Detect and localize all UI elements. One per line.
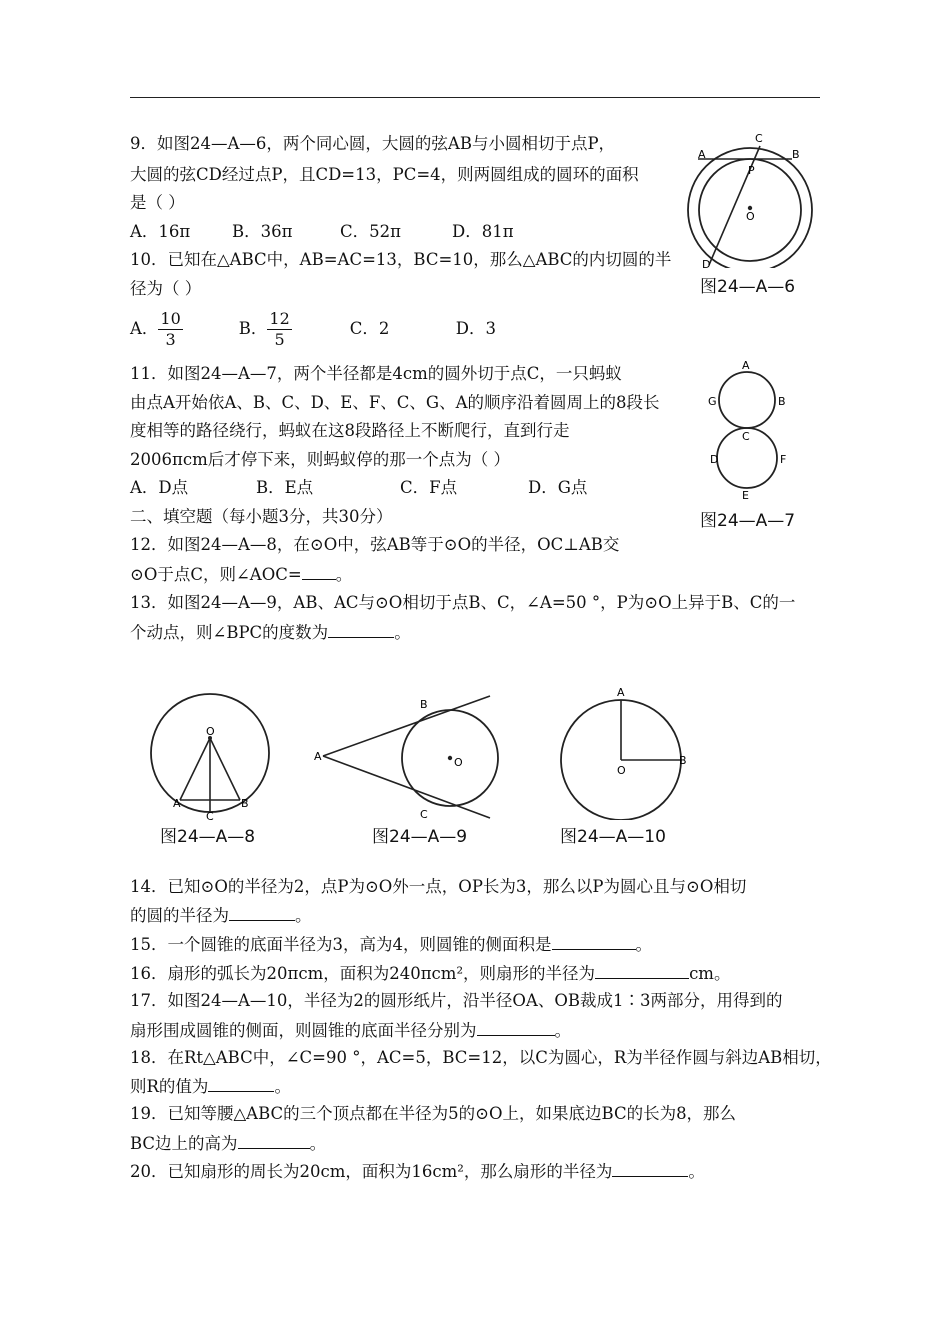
q9-options xyxy=(130,221,514,243)
q18-line1: 18．在Rt△ABC中，∠C=90 °，AC=5，BC=12，以C为圆心，R为半径作圆与斜边AB相切， xyxy=(130,1048,832,1067)
q15-end: 。 xyxy=(635,935,652,954)
q11-line2: 由点A开始依A、B、C、D、E、F、C、G、A的顺序沿着圆周上的8段长 xyxy=(130,393,660,412)
q19-answer-blank[interactable] xyxy=(238,1132,310,1149)
q10-line1: 10．已知在△ABC中，AB=AC=13，BC=10，那么△ABC的内切圆的半 xyxy=(130,250,672,269)
fig8-radius-oa xyxy=(180,738,210,800)
q14-line2-end: 。 xyxy=(295,906,312,925)
q16-line xyxy=(130,962,730,985)
fig6-label-a: A xyxy=(698,148,706,161)
fig9-label-c: C xyxy=(420,808,428,821)
q18-line2-text: 则R的值为 xyxy=(130,1077,209,1096)
fig6-caption: 图24—A—6 xyxy=(700,277,796,297)
q17-line2-text: 扇形围成圆锥的侧面，则圆锥的底面半径分别为 xyxy=(130,1021,477,1040)
q10-line2: 径为（ ） xyxy=(130,279,202,298)
q10-option-a-fraction xyxy=(158,309,182,350)
q10-option-b-label: B． xyxy=(238,319,268,338)
fig8-caption: 图24—A—8 xyxy=(160,827,256,847)
fig7-label-d: D xyxy=(710,453,719,466)
q11-options xyxy=(130,477,587,499)
q19-line2-text: BC边上的高为 xyxy=(130,1134,238,1153)
fig7-label-f: F xyxy=(780,453,787,466)
q10-option-d: D．3 xyxy=(455,319,497,338)
fig7-label-a: A xyxy=(742,359,750,372)
q13-line2-end: 。 xyxy=(394,623,411,642)
q10-option-b-fraction xyxy=(267,309,291,350)
q9-line1: 9．如图24—A—6，两个同心圆，大圆的弦AB与小圆相切于点P， xyxy=(130,134,616,153)
figure-24-a-7 xyxy=(700,356,800,502)
q12-line2-text: ⊙O于点C，则∠AOC= xyxy=(130,565,302,584)
q12-line2 xyxy=(130,563,352,586)
q11-option-c: C．F点 xyxy=(400,478,458,497)
fig7-label-g: G xyxy=(708,395,717,408)
fig8-label-o: O xyxy=(206,725,215,738)
fig10-label-b: B xyxy=(679,754,687,767)
section-2-heading: 二、填空题（每小题3分，共30分） xyxy=(130,507,393,526)
q17-line2 xyxy=(130,1019,571,1042)
q13-line1: 13．如图24—A—9，AB、AC与⊙O相切于点B、C，∠A=50 °，P为⊙O上异于B、C的一 xyxy=(130,593,796,612)
q14-line2 xyxy=(130,904,312,927)
q12-line2-end: 。 xyxy=(335,565,353,584)
q19-line2-end: 。 xyxy=(309,1134,327,1153)
fig9-label-o: O xyxy=(454,756,463,769)
q20-end: 。 xyxy=(688,1162,705,1181)
q12-answer-blank[interactable] xyxy=(302,563,336,580)
q9-option-a: A．16π xyxy=(130,222,191,241)
q14-answer-blank[interactable] xyxy=(229,904,295,921)
q10-option-a-num: 10 xyxy=(160,309,181,328)
q9-option-d: D．81π xyxy=(452,222,514,241)
fig9-tangent-ac xyxy=(323,756,490,818)
fig9-caption: 图24—A—9 xyxy=(372,827,468,847)
q17-answer-blank[interactable] xyxy=(477,1019,555,1036)
q9-line3: 是（ ） xyxy=(130,193,185,212)
q11-option-d: D．G点 xyxy=(528,478,588,497)
q20-answer-blank[interactable] xyxy=(612,1160,688,1177)
fig6-label-c: C xyxy=(755,132,763,145)
fig7-caption: 图24—A—7 xyxy=(700,511,796,531)
q10-option-a-den: 3 xyxy=(165,330,176,349)
fig9-label-a: A xyxy=(314,750,322,763)
q13-answer-blank[interactable] xyxy=(328,621,394,638)
q17-line1: 17．如图24—A—10，半径为2的圆形纸片，沿半径OA、OB裁成1∶3两部分，用得到的 xyxy=(130,991,783,1010)
fig7-label-e: E xyxy=(742,489,749,502)
figure-24-a-8 xyxy=(140,680,280,820)
q20-text: 20．已知扇形的周长为20cm，面积为16cm²，那么扇形的半径为 xyxy=(130,1162,613,1181)
fig7-label-b: B xyxy=(778,395,786,408)
q19-line1: 19．已知等腰△ABC的三个顶点都在半径为5的⊙O上，如果底边BC的长为8，那么 xyxy=(130,1104,737,1123)
q9-option-b: B．36π xyxy=(232,222,293,241)
fig7-label-c: C xyxy=(742,430,750,443)
figure-24-a-9 xyxy=(310,688,510,824)
q12-line1: 12．如图24—A—8，在⊙O中，弦AB等于⊙O的半径，OC⊥AB交 xyxy=(130,535,620,554)
q11-option-a: A．D点 xyxy=(130,478,189,497)
fig8-label-a: A xyxy=(173,797,181,810)
fig8-label-c: C xyxy=(206,810,214,820)
fig8-radius-ob xyxy=(210,738,240,800)
q9-line2: 大圆的弦CD经过点P，且CD=13，PC=4，则两圆组成的圆环的面积 xyxy=(130,165,639,184)
fig6-label-b: B xyxy=(792,148,800,161)
q17-line2-end: 。 xyxy=(554,1021,571,1040)
q15-text: 15．一个圆锥的底面半径为3，高为4，则圆锥的侧面积是 xyxy=(130,935,552,954)
q10-option-a-label: A． xyxy=(130,319,159,338)
q9-option-c: C．52π xyxy=(340,222,401,241)
q16-answer-blank[interactable] xyxy=(595,962,689,979)
fig6-label-o: O xyxy=(746,210,755,223)
fig9-center-dot xyxy=(448,756,452,760)
q18-line2 xyxy=(130,1075,291,1098)
q18-answer-blank[interactable] xyxy=(208,1075,274,1092)
q16-end: cm。 xyxy=(689,964,731,983)
q10-option-b-den: 5 xyxy=(274,330,285,349)
q13-line2 xyxy=(130,621,411,644)
fig10-caption: 图24—A—10 xyxy=(560,827,666,847)
q10-option-b-num: 12 xyxy=(269,309,290,328)
q10-options xyxy=(130,307,496,351)
fig6-label-p: P xyxy=(748,164,755,177)
q14-line2-text: 的圆的半径为 xyxy=(130,906,229,925)
q10-option-c: C．2 xyxy=(349,319,390,338)
q15-answer-blank[interactable] xyxy=(552,933,636,950)
q13-line2-text: 个动点，则∠BPC的度数为 xyxy=(130,623,329,642)
figure-24-a-10 xyxy=(550,680,690,820)
q11-line3: 度相等的路径绕行，蚂蚁在这8段路径上不断爬行，直到行走 xyxy=(130,421,570,440)
fig8-label-b: B xyxy=(241,797,249,810)
q11-option-b: B．E点 xyxy=(256,478,314,497)
fig9-tangent-ab xyxy=(323,696,490,756)
fig10-label-a: A xyxy=(617,686,625,699)
fig10-label-o: O xyxy=(617,764,626,777)
fig6-label-d: D xyxy=(702,258,711,268)
q14-line1: 14．已知⊙O的半径为2，点P为⊙O外一点，OP长为3，那么以P为圆心且与⊙O相切 xyxy=(130,877,747,896)
fig7-upper-circle xyxy=(719,372,775,428)
fig9-label-b: B xyxy=(420,698,428,711)
q11-line1: 11．如图24—A—7，两个半径都是4cm的圆外切于点C，一只蚂蚁 xyxy=(130,364,622,383)
header-rule xyxy=(130,97,820,98)
figure-24-a-6 xyxy=(682,128,822,268)
q19-line2 xyxy=(130,1132,326,1155)
q15-line xyxy=(130,933,652,956)
q11-line4: 2006πcm后才停下来，则蚂蚁停的那一个点为（ ） xyxy=(130,450,510,469)
q20-line xyxy=(130,1160,705,1183)
q18-line2-end: 。 xyxy=(274,1077,291,1096)
q16-text: 16．扇形的弧长为20πcm，面积为240πcm²，则扇形的半径为 xyxy=(130,964,596,983)
